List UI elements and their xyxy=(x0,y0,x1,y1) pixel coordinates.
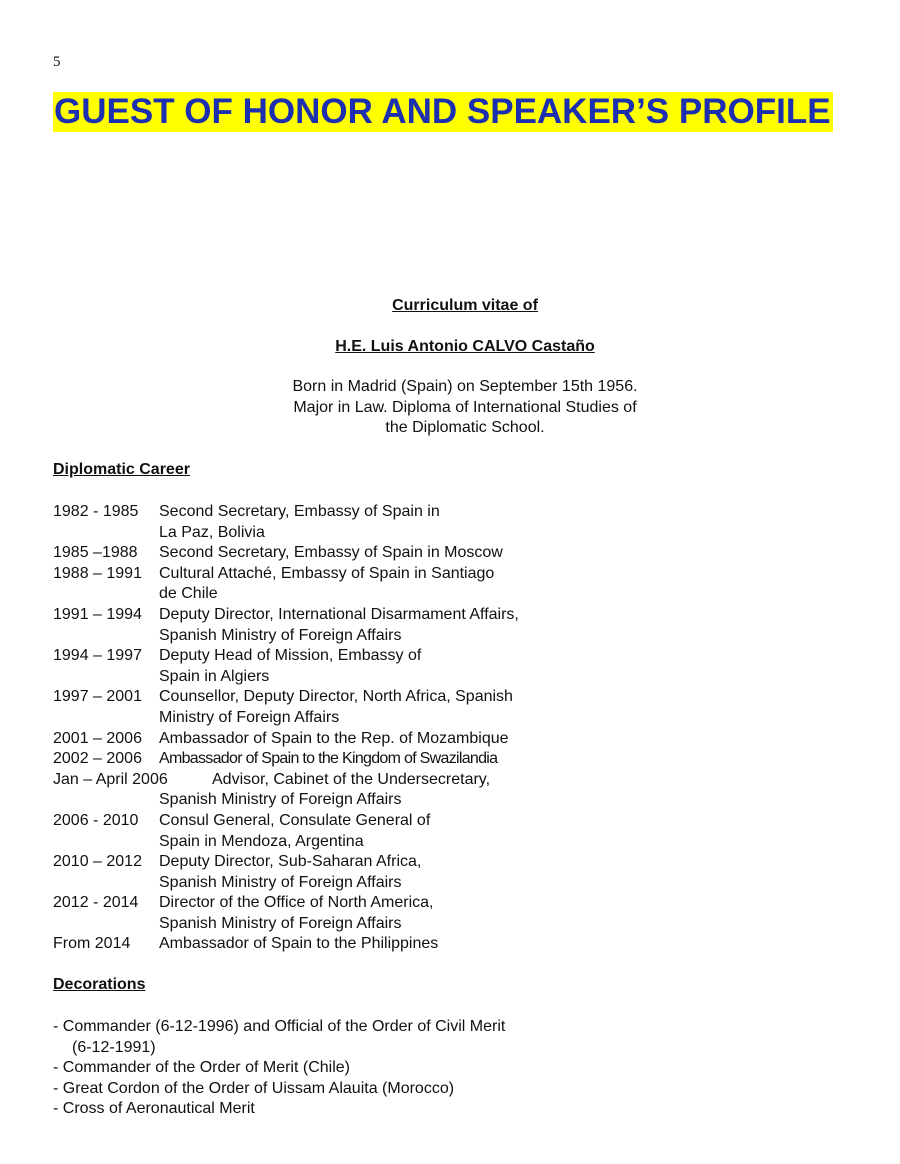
career-role-line: Advisor, Cabinet of the Undersecretary, xyxy=(212,770,491,788)
career-role xyxy=(159,687,613,728)
career-period: 2006 - 2010 xyxy=(53,811,139,829)
career-role-line: Cultural Attaché, Embassy of Spain in Santiago xyxy=(159,564,495,582)
career-entry xyxy=(53,811,613,852)
career-role-line: Spain in Algiers xyxy=(159,667,270,685)
bio-paragraph xyxy=(245,377,685,439)
decoration-item xyxy=(53,1099,653,1120)
decoration-item xyxy=(53,1079,653,1100)
career-role xyxy=(159,564,613,605)
career-period: 2012 - 2014 xyxy=(53,894,139,912)
career-role-line: Deputy Head of Mission, Embassy of xyxy=(159,647,422,665)
career-role xyxy=(159,605,613,646)
career-role xyxy=(159,893,613,934)
career-role-line: Spanish Ministry of Foreign Affairs xyxy=(159,626,402,644)
bio-line: Major in Law. Diploma of International Studies of xyxy=(293,398,637,416)
career-entry xyxy=(53,893,613,934)
career-period: 2010 – 2012 xyxy=(53,853,142,871)
career-entry xyxy=(53,770,613,791)
career-entry xyxy=(53,543,613,564)
career-period: 1985 –1988 xyxy=(53,544,138,562)
career-period: 1988 – 1991 xyxy=(53,564,142,582)
page-title: GUEST OF HONOR AND SPEAKER’S PROFILE xyxy=(54,92,831,131)
career-period: Jan – April 2006 xyxy=(53,770,168,788)
career-role xyxy=(212,770,613,791)
career-role xyxy=(159,790,613,811)
decoration-item xyxy=(53,1017,653,1058)
career-entry xyxy=(53,564,613,605)
decoration-line: - Commander of the Order of Merit (Chile) xyxy=(53,1059,350,1077)
career-entry xyxy=(53,605,613,646)
career-role xyxy=(159,729,613,750)
career-entry xyxy=(53,646,613,687)
career-role-line: Deputy Director, International Disarmament Affairs, xyxy=(159,605,519,623)
career-period: 1994 – 1997 xyxy=(53,647,142,665)
career-period: 1991 – 1994 xyxy=(53,605,142,623)
career-period: From 2014 xyxy=(53,935,131,953)
page-number: 5 xyxy=(53,54,61,70)
decoration-item xyxy=(53,1058,653,1079)
career-role-line: Deputy Director, Sub-Saharan Africa, xyxy=(159,853,422,871)
decoration-line: (6-12-1991) xyxy=(72,1038,156,1056)
career-role xyxy=(159,811,613,852)
decoration-line: - Cross of Aeronautical Merit xyxy=(53,1100,255,1118)
career-role-line: Second Secretary, Embassy of Spain in Moscow xyxy=(159,544,503,562)
career-role xyxy=(159,749,613,770)
career-entry xyxy=(53,729,613,750)
career-role-line: Spanish Ministry of Foreign Affairs xyxy=(159,914,402,932)
career-role-line: Ministry of Foreign Affairs xyxy=(159,708,340,726)
career-role-line: Ambassador of Spain to the Rep. of Mozambique xyxy=(159,729,509,747)
career-role-line: Spanish Ministry of Foreign Affairs xyxy=(159,791,402,809)
career-entry xyxy=(53,502,613,543)
decoration-line: - Commander (6-12-1996) and Official of the Order of Civil Merit xyxy=(53,1018,506,1035)
decoration-line: - Great Cordon of the Order of Uissam Alauita (Morocco) xyxy=(53,1079,455,1097)
bio-line: the Diplomatic School. xyxy=(385,419,545,437)
career-role-line: Ambassador of Spain to the Philippines xyxy=(159,935,439,953)
career-role xyxy=(159,852,613,893)
career-entry xyxy=(53,687,613,728)
career-role-line: Spain in Mendoza, Argentina xyxy=(159,832,364,850)
career-role xyxy=(159,502,613,543)
career-role-line: Spanish Ministry of Foreign Affairs xyxy=(159,873,402,891)
career-entry xyxy=(53,749,613,770)
career-period: 1997 – 2001 xyxy=(53,688,142,706)
career-entry-continuation xyxy=(53,790,613,811)
career-list xyxy=(53,502,613,955)
career-role-line: Second Secretary, Embassy of Spain in xyxy=(159,503,440,520)
person-name: H.E. Luis Antonio CALVO Castaño xyxy=(335,338,595,355)
career-role-line: La Paz, Bolivia xyxy=(159,523,265,541)
decorations-list xyxy=(53,1017,653,1120)
career-role xyxy=(159,646,613,687)
career-period: 2001 – 2006 xyxy=(53,729,142,747)
bio-line: Born in Madrid (Spain) on September 15th 1956. xyxy=(292,378,638,395)
career-role-line: Consul General, Consulate General of xyxy=(159,811,431,829)
cv-heading: Curriculum vitae of xyxy=(392,297,538,314)
career-entry xyxy=(53,852,613,893)
decorations-heading: Decorations xyxy=(53,976,146,993)
career-role-line: Ambassador of Spain to the Kingdom of Swazilandia xyxy=(159,750,498,768)
career-entry xyxy=(53,934,613,955)
career-heading: Diplomatic Career xyxy=(53,461,190,478)
career-role-line: Counsellor, Deputy Director, North Africa, Spanish xyxy=(159,688,513,706)
career-period: 2002 – 2006 xyxy=(53,750,142,768)
career-role-line: Director of the Office of North America, xyxy=(159,894,434,912)
career-role xyxy=(159,543,613,564)
career-period: 1982 - 1985 xyxy=(53,503,139,520)
career-role-line: de Chile xyxy=(159,585,218,603)
career-role xyxy=(159,934,613,955)
